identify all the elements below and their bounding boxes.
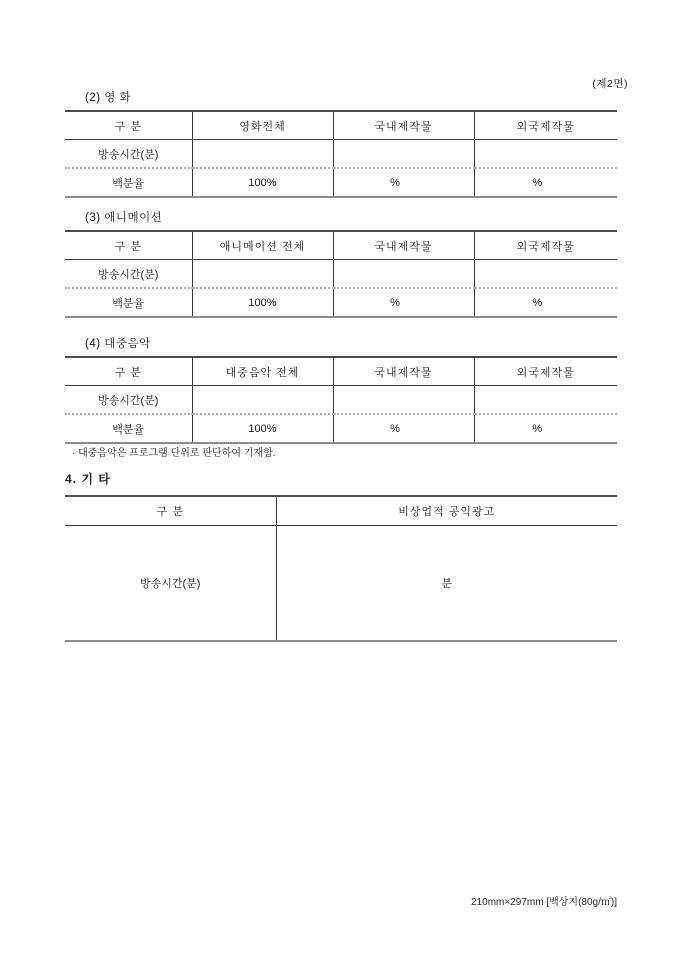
music-time-domestic-cell [333,386,474,415]
animation-table [65,230,617,318]
row-label-broadcast-time: 방송시간(분) [98,394,159,407]
section-popular-music-label: (4) 대중음악 [85,338,151,350]
popular-music-table [65,356,617,444]
etc-broadcast-time-row [65,526,617,642]
animation-time-total-cell [192,260,333,289]
movies-time-foreign-cell [474,140,617,169]
section-movies [65,92,617,198]
paper-spec-footer: 210mm×297mm [백상지(80g/㎡)] [471,897,617,908]
section-animation [65,212,617,318]
row-label-broadcast-time: 방송시간(분) [140,578,201,590]
col-header-foreign: 외국제작물 [474,357,617,386]
music-pct-domestic-cell: % [333,414,474,443]
movies-time-total-cell [192,140,333,169]
col-header-noncommercial-psa: 비상업적 공익광고 [276,496,617,526]
section-etc-title: 4. 기 타 [65,472,111,486]
popular-music-header-row [65,357,617,386]
animation-time-domestic-cell [333,260,474,289]
percentage-row [65,414,617,443]
col-header-domestic: 국내제작물 [333,357,474,386]
broadcast-time-row [65,140,617,169]
animation-header-row [65,231,617,260]
popular-music-note: · 대중음악은 프로그램 단위로 판단하여 기재함. [72,448,276,459]
col-header-category: 구 분 [65,357,192,386]
music-pct-total-cell: 100% [192,414,333,443]
broadcast-time-row [65,386,617,415]
animation-pct-foreign-cell: % [474,288,617,317]
music-time-total-cell [192,386,333,415]
col-header-foreign: 외국제작물 [474,111,617,140]
col-header-category: 구 분 [65,111,192,140]
section-animation-label: (3) 애니메이션 [85,212,163,224]
percentage-row [65,288,617,317]
movies-pct-domestic-cell: % [333,168,474,197]
broadcast-time-row [65,260,617,289]
row-label-broadcast-time: 방송시간(분) [98,268,159,281]
animation-time-foreign-cell [474,260,617,289]
movies-header-row [65,111,617,140]
col-header-category: 구 분 [65,496,276,526]
col-header-total: 대중음악 전체 [192,357,333,386]
movies-pct-foreign-cell: % [474,168,617,197]
music-pct-foreign-cell: % [474,414,617,443]
page-number-marker: (제2면) [592,78,628,90]
etc-header-row [65,496,617,526]
row-label-percentage: 백분율 [65,414,192,443]
col-header-total: 영화전체 [192,111,333,140]
section-etc [65,472,617,642]
col-header-category: 구 분 [65,231,192,260]
col-header-foreign: 외국제작물 [474,231,617,260]
row-label-percentage: 백분율 [65,168,192,197]
col-header-domestic: 국내제작물 [333,231,474,260]
music-time-foreign-cell [474,386,617,415]
animation-pct-domestic-cell: % [333,288,474,317]
row-label-broadcast-time: 방송시간(분) [98,148,159,161]
movies-table [65,110,617,198]
movies-pct-total-cell: 100% [192,168,333,197]
movies-time-domestic-cell [333,140,474,169]
etc-table [65,495,617,642]
section-popular-music [65,338,617,444]
col-header-domestic: 국내제작물 [333,111,474,140]
etc-minutes-cell: 분 [276,526,617,642]
section-movies-label: (2) 영 화 [85,92,132,104]
row-label-percentage: 백분율 [65,288,192,317]
col-header-total: 애니메이션 전체 [192,231,333,260]
percentage-row [65,168,617,197]
animation-pct-total-cell: 100% [192,288,333,317]
